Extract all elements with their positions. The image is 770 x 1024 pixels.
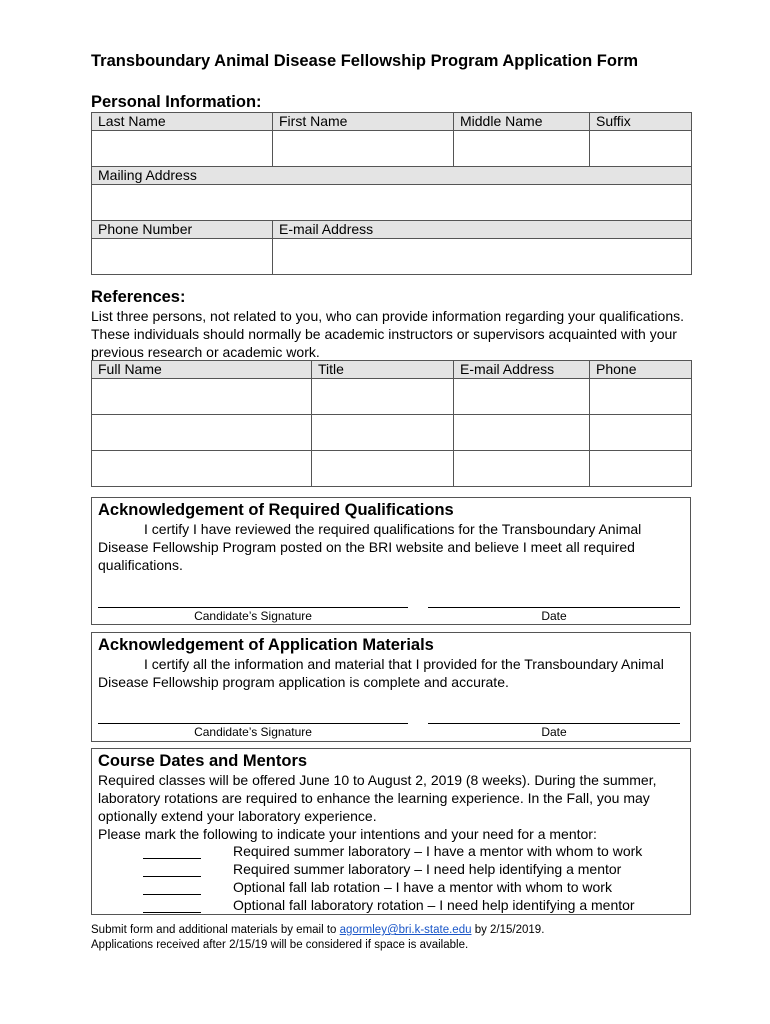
first-name-field[interactable] — [273, 131, 454, 167]
option3-mark-blank[interactable] — [143, 894, 201, 895]
ack-qualifications-box — [91, 497, 691, 625]
footer-suffix: by 2/15/2019. — [471, 924, 545, 936]
option1-label: Required summer laboratory – I have a mentor with whom to work — [233, 843, 643, 859]
ack-materials-signature-label: Candidate’s Signature — [194, 725, 312, 739]
ref1-title-field[interactable] — [312, 379, 454, 415]
ref-col-title: Title — [312, 361, 454, 379]
ref-col-email: E-mail Address — [454, 361, 590, 379]
first-name-label: First Name — [273, 113, 454, 131]
option1-mark-blank[interactable] — [143, 858, 201, 859]
ref1-full-name-field[interactable] — [92, 379, 312, 415]
ack-qualifications-signature-label: Candidate’s Signature — [194, 609, 312, 623]
references-intro: List three persons, not related to you, who can provide information regarding your qualifications. These individuals should normally be academic instructors or supervisors acquainted with your previous research or academic work. — [91, 308, 685, 360]
suffix-field[interactable] — [590, 131, 692, 167]
table-row — [92, 451, 692, 487]
ack-materials-box — [91, 632, 691, 742]
ack-qualifications-signature-line[interactable] — [98, 607, 408, 608]
table-row — [92, 379, 692, 415]
personal-info-table — [91, 112, 692, 275]
email-address-label: E-mail Address — [273, 221, 692, 239]
course-text: Required classes will be offered June 10 to August 2, 2019 (8 weeks). During the summer, laboratory rotations are required to enhance the learning experience. In the Fall, you may optionally extend your laboratory experience. — [98, 772, 657, 824]
ref1-phone-field[interactable] — [590, 379, 692, 415]
middle-name-label: Middle Name — [454, 113, 590, 131]
course-heading: Course Dates and Mentors — [98, 752, 308, 770]
ref2-phone-field[interactable] — [590, 415, 692, 451]
references-table — [91, 360, 692, 487]
phone-number-field[interactable] — [92, 239, 273, 275]
ref3-phone-field[interactable] — [590, 451, 692, 487]
ref3-full-name-field[interactable] — [92, 451, 312, 487]
footer-line-2: Applications received after 2/15/19 will be considered if space is available. — [91, 939, 469, 951]
ack-materials-signature-line[interactable] — [98, 723, 408, 724]
course-instructions: Please mark the following to indicate your intentions and your need for a mentor: — [98, 826, 597, 842]
suffix-label: Suffix — [590, 113, 692, 131]
ack-qualifications-heading: Acknowledgement of Required Qualifications — [98, 501, 454, 519]
ack-materials-heading: Acknowledgement of Application Materials — [98, 636, 434, 654]
ack-qualifications-text: I certify I have reviewed the required qualifications for the Transboundary Animal Disease Fellowship Program posted on the BRI website and believe I meet all required qualifications. — [98, 521, 642, 573]
last-name-field[interactable] — [92, 131, 273, 167]
option2-label: Required summer laboratory – I need help identifying a mentor — [233, 861, 622, 877]
footer-line-1 — [91, 924, 544, 936]
option3-label: Optional fall lab rotation – I have a mentor with whom to work — [233, 879, 612, 895]
ref3-title-field[interactable] — [312, 451, 454, 487]
mailing-address-field[interactable] — [92, 185, 692, 221]
last-name-label: Last Name — [92, 113, 273, 131]
ack-qualifications-date-line[interactable] — [428, 607, 680, 608]
table-row — [92, 415, 692, 451]
ack-qualifications-date-label: Date — [541, 609, 567, 623]
ref2-full-name-field[interactable] — [92, 415, 312, 451]
ack-materials-date-label: Date — [541, 725, 567, 739]
option4-mark-blank[interactable] — [143, 912, 201, 913]
ack-materials-text: I certify all the information and material that I provided for the Transboundary Animal Disease Fellowship program application is complete and accurate. — [98, 656, 664, 690]
option2-mark-blank[interactable] — [143, 876, 201, 877]
email-address-field[interactable] — [273, 239, 692, 275]
form-title: Transboundary Animal Disease Fellowship Program Application Form — [91, 52, 639, 70]
ref3-email-field[interactable] — [454, 451, 590, 487]
mailing-address-label: Mailing Address — [92, 167, 692, 185]
phone-number-label: Phone Number — [92, 221, 273, 239]
references-heading: References: — [91, 288, 186, 306]
ref-col-full-name: Full Name — [92, 361, 312, 379]
personal-info-heading: Personal Information: — [91, 93, 262, 111]
option4-label: Optional fall laboratory rotation – I need help identifying a mentor — [233, 897, 635, 913]
ref2-title-field[interactable] — [312, 415, 454, 451]
ack-materials-date-line[interactable] — [428, 723, 680, 724]
ref-col-phone: Phone — [590, 361, 692, 379]
email-link[interactable]: agormley@bri.k-state.edu — [339, 924, 472, 936]
middle-name-field[interactable] — [454, 131, 590, 167]
footer-prefix: Submit form and additional materials by email to — [91, 924, 340, 936]
ref2-email-field[interactable] — [454, 415, 590, 451]
ref1-email-field[interactable] — [454, 379, 590, 415]
